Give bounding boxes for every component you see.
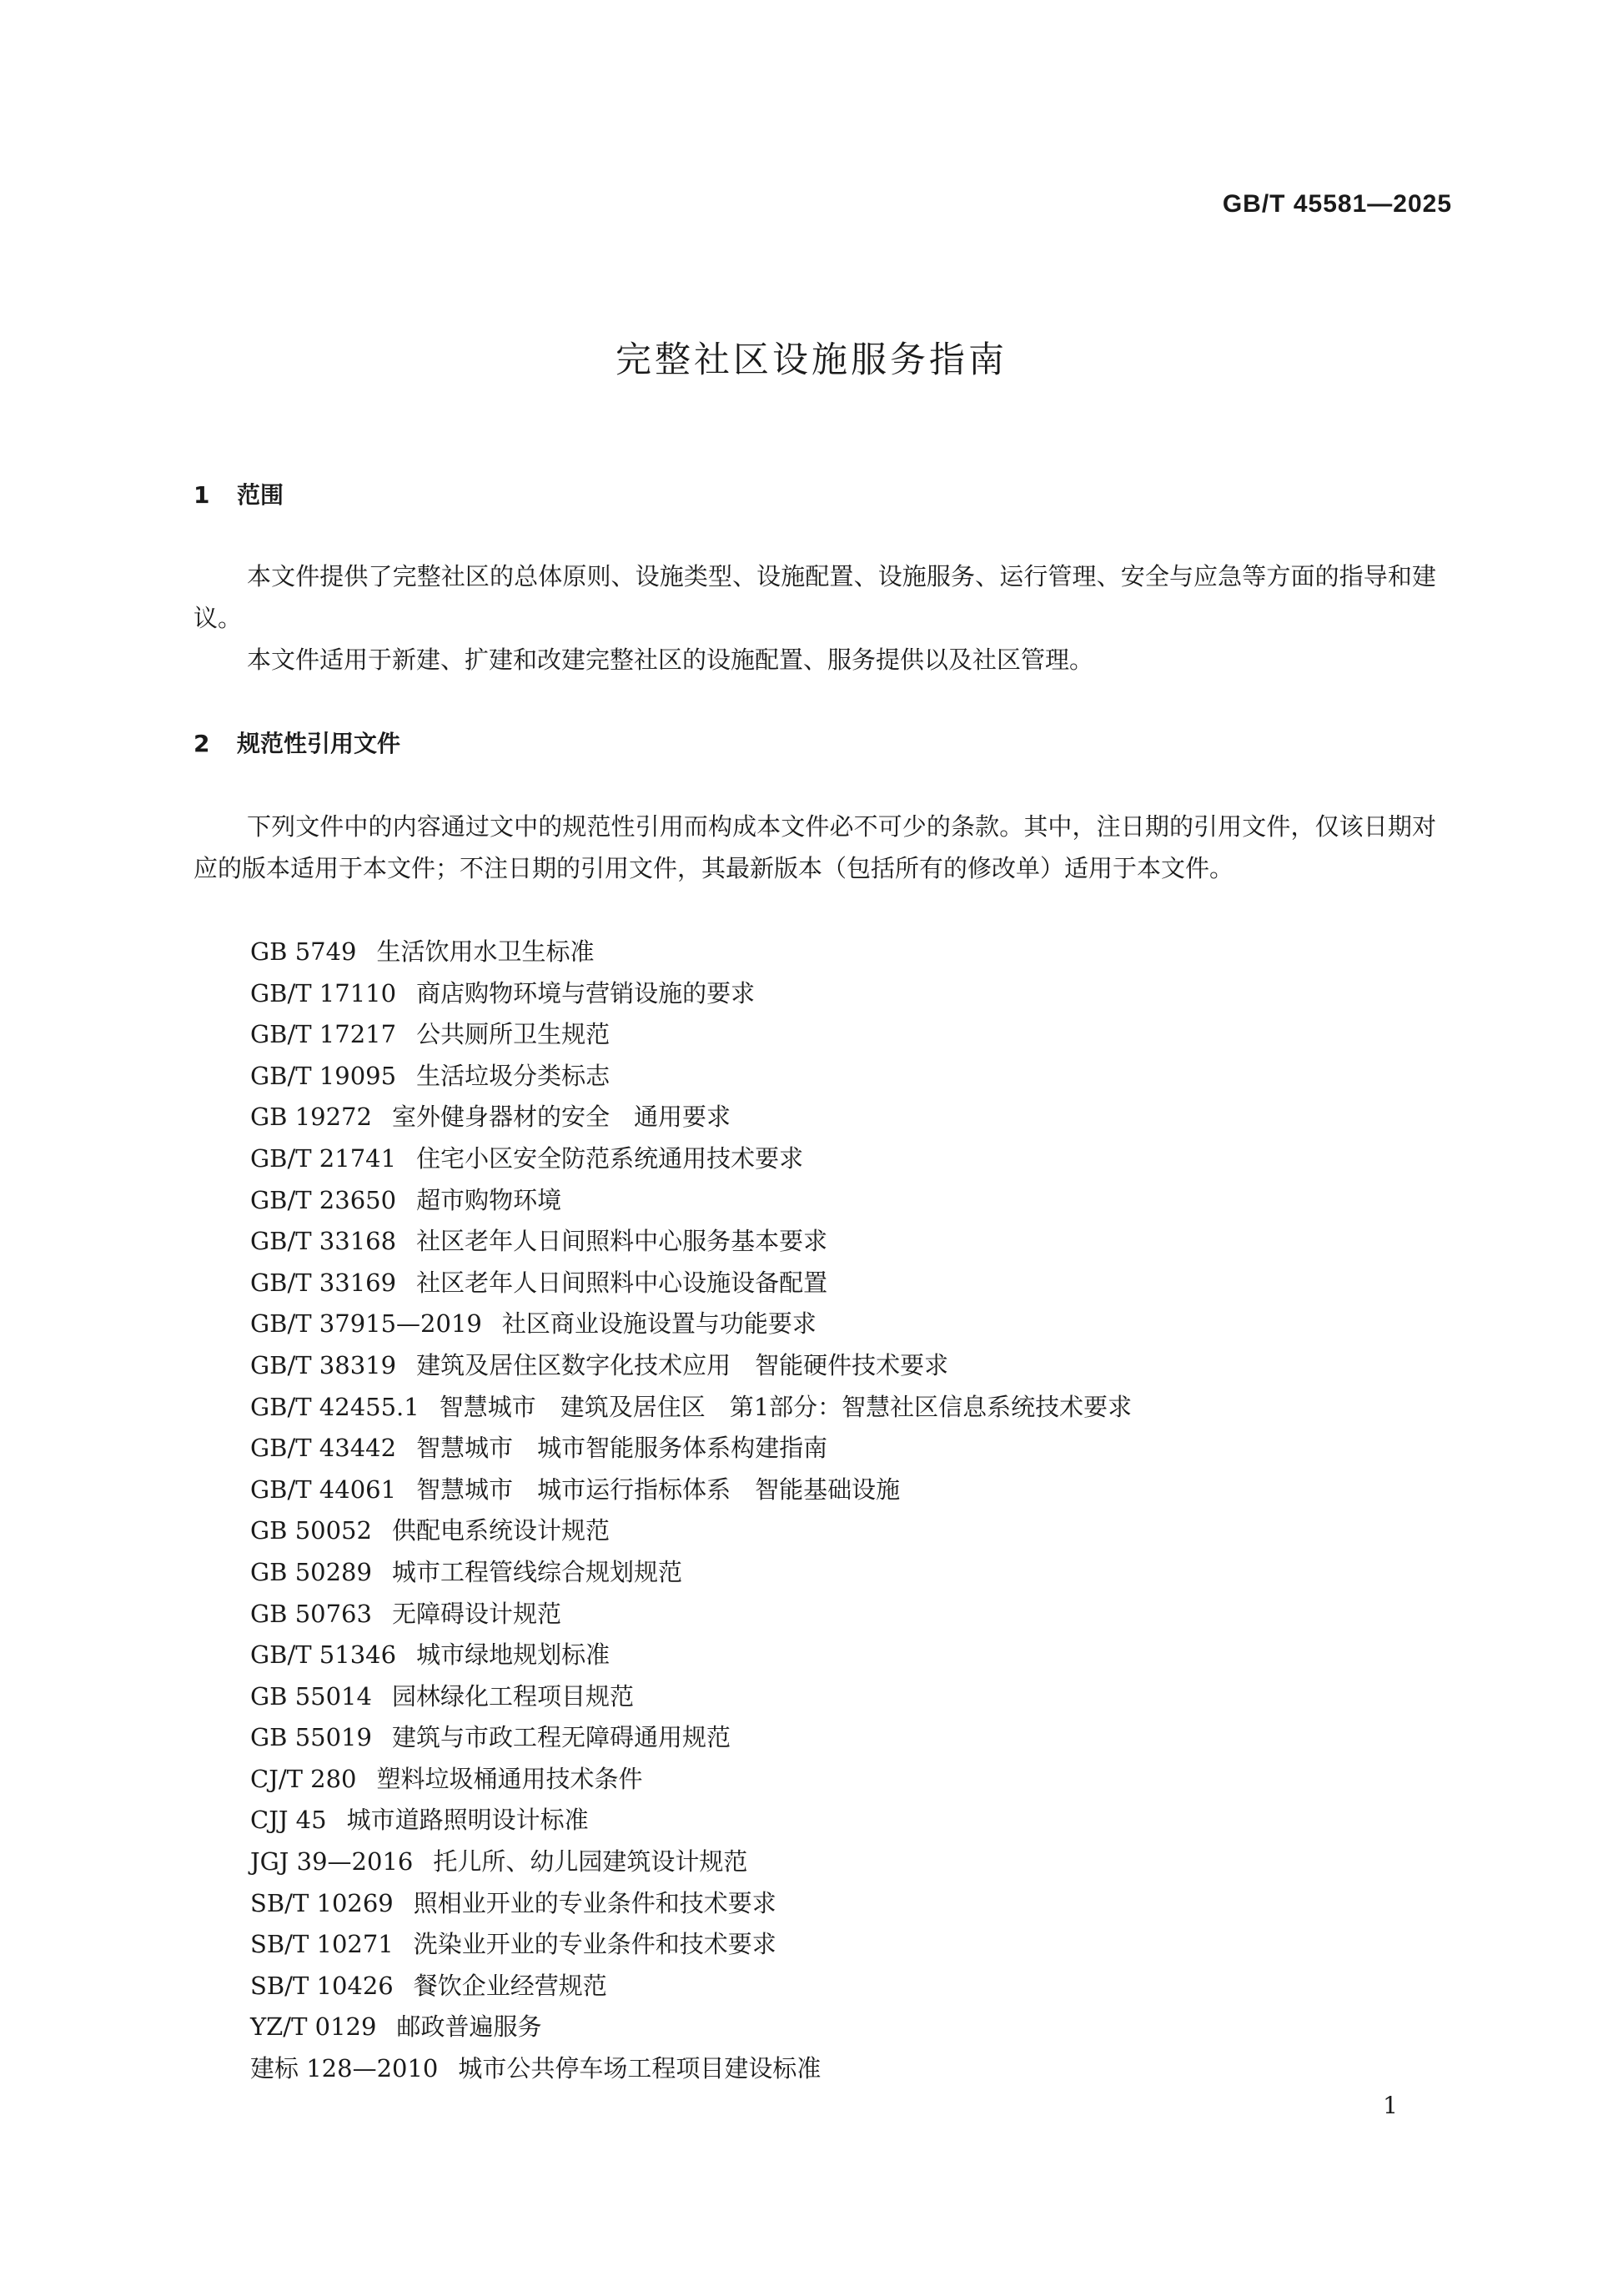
section-heading-scope xyxy=(193,477,284,510)
reference-code: GB 50052 xyxy=(250,1516,372,1545)
scope-paragraph-2: 本文件适用于新建、扩建和改建完整社区的设施配置、服务提供以及社区管理。 xyxy=(247,646,1094,674)
reference-code: JGJ 39—2016 xyxy=(250,1847,414,1876)
reference-item xyxy=(250,1387,1132,1429)
reference-code: GB/T 33169 xyxy=(250,1268,397,1297)
reference-item xyxy=(250,932,1132,973)
reference-item xyxy=(250,1470,1132,1511)
reference-code: CJ/T 280 xyxy=(250,1764,357,1793)
reference-title: 照相业开业的专业条件和技术要求 xyxy=(413,1888,776,1917)
reference-item xyxy=(250,1924,1132,1966)
reference-title: 园林绿化工程项目规范 xyxy=(391,1681,634,1711)
reference-code: GB/T 51346 xyxy=(250,1640,397,1670)
reference-code: GB/T 38319 xyxy=(250,1350,397,1379)
reference-code: GB/T 23650 xyxy=(250,1185,397,1214)
reference-title: 智慧城市 城市智能服务体系构建指南 xyxy=(416,1434,828,1463)
reference-code: GB/T 42455.1 xyxy=(250,1392,420,1421)
reference-title: 商店购物环境与营销设施的要求 xyxy=(416,978,756,1007)
reference-code: GB 5749 xyxy=(250,937,357,966)
reference-code: GB/T 19095 xyxy=(250,1061,397,1090)
reference-title: 洗染业开业的专业条件和技术要求 xyxy=(413,1930,776,1959)
reference-code: SB/T 10426 xyxy=(250,1971,394,2000)
reference-title: 生活垃圾分类标志 xyxy=(416,1061,611,1090)
reference-title: 超市购物环境 xyxy=(416,1185,562,1214)
page-number: 1 xyxy=(1383,2092,1398,2119)
reference-code: GB/T 17110 xyxy=(250,978,397,1007)
references-intro-paragraph: 下列文件中的内容通过文中的规范性引用而构成本文件必不可少的条款。其中，注日期的引用文件，仅该日期对应的版本适用于本文件；不注日期的引用文件，其最新版本（包括所有的修改单）适用于本文件。 xyxy=(193,812,1436,882)
reference-code: GB/T 17217 xyxy=(250,1020,397,1049)
section-title: 规范性引用文件 xyxy=(237,730,401,757)
reference-code: GB 50289 xyxy=(250,1557,372,1586)
section-number: 1 xyxy=(193,481,210,509)
reference-item xyxy=(250,1594,1132,1635)
reference-item xyxy=(250,1841,1132,1883)
reference-title: 餐饮企业经营规范 xyxy=(413,1971,607,2000)
reference-code: GB/T 43442 xyxy=(250,1434,397,1463)
reference-item xyxy=(250,1510,1132,1552)
reference-item xyxy=(250,973,1132,1015)
reference-code: GB 50763 xyxy=(250,1599,372,1628)
reference-item xyxy=(250,1717,1132,1759)
reference-item xyxy=(250,1676,1132,1718)
reference-item xyxy=(250,1966,1132,2007)
reference-code: YZ/T 0129 xyxy=(250,2012,377,2042)
section-number: 2 xyxy=(193,730,210,757)
reference-code: GB/T 37915—2019 xyxy=(250,1309,482,1339)
reference-title: 智慧城市 建筑及居住区 第1部分：智慧社区信息系统技术要求 xyxy=(439,1392,1133,1421)
reference-code: SB/T 10269 xyxy=(250,1888,394,1917)
reference-title: 社区老年人日间照料中心设施设备配置 xyxy=(416,1268,828,1297)
reference-code: GB 55019 xyxy=(250,1723,372,1752)
section-heading-normative-references xyxy=(193,726,400,759)
reference-code: GB/T 21741 xyxy=(250,1143,397,1173)
reference-title: 托儿所、幼儿园建筑设计规范 xyxy=(433,1847,748,1876)
reference-item xyxy=(250,1056,1132,1098)
reference-title: 智慧城市 城市运行指标体系 智能基础设施 xyxy=(416,1475,901,1504)
reference-item xyxy=(250,1014,1132,1056)
reference-title: 塑料垃圾桶通用技术条件 xyxy=(376,1764,643,1793)
reference-item xyxy=(250,1138,1132,1180)
reference-code: GB 55014 xyxy=(250,1681,372,1711)
reference-title: 住宅小区安全防范系统通用技术要求 xyxy=(416,1143,804,1173)
reference-title: 生活饮用水卫生标准 xyxy=(376,937,595,966)
reference-code: GB/T 44061 xyxy=(250,1475,397,1504)
reference-item xyxy=(250,1263,1132,1304)
reference-item xyxy=(250,1883,1132,1925)
reference-code: GB/T 33168 xyxy=(250,1227,397,1256)
reference-title: 城市道路照明设计标准 xyxy=(346,1806,589,1835)
reference-item xyxy=(250,2048,1132,2090)
reference-title: 公共厕所卫生规范 xyxy=(416,1020,611,1049)
reference-item xyxy=(250,1097,1132,1138)
section-title: 范围 xyxy=(237,481,284,509)
reference-item xyxy=(250,1345,1132,1387)
reference-title: 建筑与市政工程无障碍通用规范 xyxy=(391,1723,731,1752)
standard-number: GB/T 45581—2025 xyxy=(1222,190,1452,218)
reference-item xyxy=(250,1800,1132,1841)
reference-code: 建标 128—2010 xyxy=(250,2054,439,2083)
reference-title: 城市公共停车场工程项目建设标准 xyxy=(458,2054,822,2083)
reference-title: 城市绿地规划标准 xyxy=(416,1640,611,1670)
reference-code: SB/T 10271 xyxy=(250,1930,394,1959)
reference-list xyxy=(250,932,1132,2090)
reference-title: 城市工程管线综合规划规范 xyxy=(391,1557,682,1586)
document-title: 完整社区设施服务指南 xyxy=(616,339,1007,381)
reference-item xyxy=(250,1304,1132,1345)
reference-item xyxy=(250,1635,1132,1676)
reference-item xyxy=(250,1552,1132,1594)
reference-item xyxy=(250,1221,1132,1263)
reference-item xyxy=(250,1180,1132,1222)
reference-title: 社区老年人日间照料中心服务基本要求 xyxy=(416,1227,828,1256)
reference-title: 社区商业设施设置与功能要求 xyxy=(501,1309,817,1339)
reference-code: GB 19272 xyxy=(250,1103,372,1132)
reference-title: 邮政普遍服务 xyxy=(396,2012,542,2042)
reference-code: CJJ 45 xyxy=(250,1806,327,1835)
reference-title: 供配电系统设计规范 xyxy=(391,1516,610,1545)
reference-title: 室外健身器材的安全 通用要求 xyxy=(391,1103,731,1132)
reference-item xyxy=(250,2007,1132,2048)
reference-item xyxy=(250,1428,1132,1470)
scope-paragraph-1: 本文件提供了完整社区的总体原则、设施类型、设施配置、设施服务、运行管理、安全与应急等方面的指导和建议。 xyxy=(193,562,1436,632)
reference-item xyxy=(250,1759,1132,1801)
reference-title: 无障碍设计规范 xyxy=(391,1599,561,1628)
reference-title: 建筑及居住区数字化技术应用 智能硬件技术要求 xyxy=(416,1350,949,1379)
